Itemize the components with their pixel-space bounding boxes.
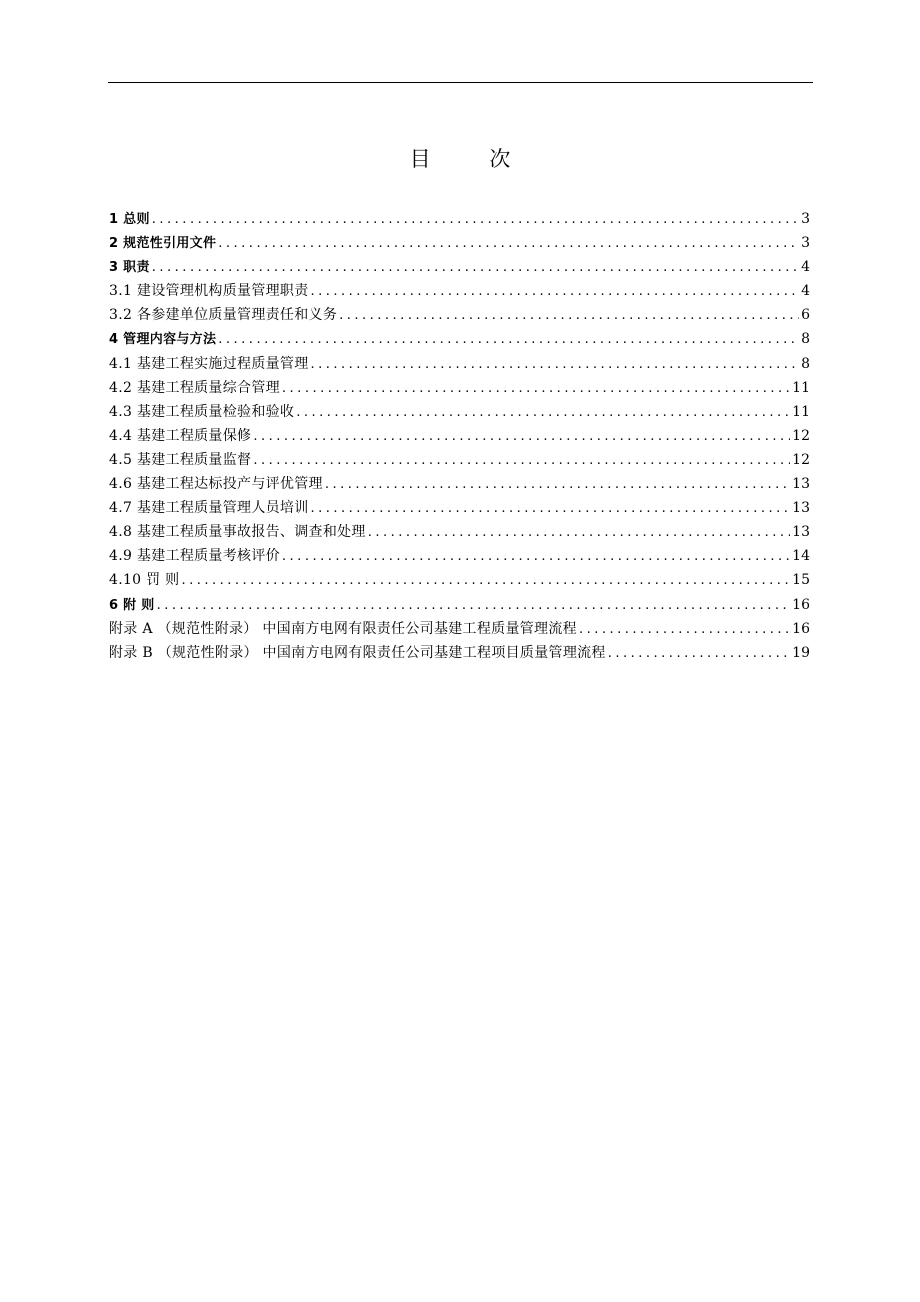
toc-entry-text: 4.10 罚 则 <box>109 572 180 589</box>
toc-entry-page: 6 <box>801 307 810 324</box>
header-rule <box>108 82 813 83</box>
toc-entry-page: 3 <box>801 211 810 227</box>
toc-entry-text: 4.9 基建工程质量考核评价 <box>109 548 280 565</box>
toc-entry[interactable] <box>109 520 810 544</box>
toc-entry-text: 3.1 建设管理机构质量管理职责 <box>109 283 309 300</box>
dot-leader <box>282 545 790 568</box>
toc-entry[interactable] <box>109 327 810 351</box>
toc-entry[interactable] <box>109 279 810 303</box>
toc-entry-page: 11 <box>792 403 810 420</box>
dot-leader <box>608 642 790 665</box>
toc-entry[interactable] <box>109 593 810 617</box>
toc-entry-text: 1 总则 <box>109 212 150 227</box>
toc-entry-page: 16 <box>792 620 810 637</box>
toc-entry[interactable] <box>109 376 810 400</box>
toc-entry[interactable] <box>109 617 810 641</box>
toc-entry-text: 附录 A （规范性附录） 中国南方电网有限责任公司基建工程质量管理流程 <box>109 620 577 637</box>
table-of-contents <box>109 207 810 665</box>
dot-leader <box>339 304 799 327</box>
dot-leader <box>311 353 800 376</box>
toc-entry-page: 13 <box>792 500 810 517</box>
dot-leader <box>311 280 800 303</box>
toc-entry[interactable] <box>109 641 810 665</box>
toc-entry[interactable] <box>109 568 810 592</box>
toc-entry-page: 15 <box>792 572 810 589</box>
toc-entry[interactable] <box>109 303 810 327</box>
toc-entry-text: 6 附 则 <box>109 597 155 613</box>
dot-leader <box>282 377 790 400</box>
toc-entry-page: 8 <box>801 331 810 348</box>
toc-entry-page: 13 <box>792 476 810 493</box>
toc-entry[interactable] <box>109 400 810 424</box>
toc-entry[interactable] <box>109 424 810 448</box>
toc-entry-page: 12 <box>792 451 810 468</box>
dot-leader <box>311 497 791 520</box>
toc-entry-page: 13 <box>792 524 810 541</box>
toc-entry-text: 4.4 基建工程质量保修 <box>109 427 252 444</box>
dot-leader <box>325 473 790 496</box>
toc-entry-page: 19 <box>792 644 810 661</box>
toc-entry-text: 4 管理内容与方法 <box>109 332 217 348</box>
dot-leader <box>368 521 790 544</box>
toc-entry[interactable] <box>109 448 810 472</box>
dot-leader <box>157 594 791 617</box>
toc-entry-text: 4.2 基建工程质量综合管理 <box>109 379 280 396</box>
toc-entry[interactable] <box>109 544 810 568</box>
dot-leader <box>181 569 790 592</box>
page-title: 目 次 <box>409 147 537 171</box>
toc-entry[interactable] <box>109 207 810 231</box>
toc-entry-text: 附录 B （规范性附录） 中国南方电网有限责任公司基建工程项目质量管理流程 <box>109 644 606 661</box>
toc-entry-page: 8 <box>801 355 810 372</box>
dot-leader <box>152 256 799 279</box>
toc-entry-page: 4 <box>801 283 810 300</box>
toc-entry-text: 4.3 基建工程质量检验和验收 <box>109 403 295 420</box>
toc-entry[interactable] <box>109 472 810 496</box>
toc-entry[interactable] <box>109 352 810 376</box>
toc-entry[interactable] <box>109 496 810 520</box>
dot-leader <box>253 425 790 448</box>
toc-entry-page: 16 <box>792 596 810 613</box>
dot-leader <box>152 208 799 231</box>
toc-entry-text: 2 规范性引用文件 <box>109 236 217 252</box>
toc-entry-text: 4.1 基建工程实施过程质量管理 <box>109 355 309 372</box>
toc-entry-text: 4.8 基建工程质量事故报告、调查和处理 <box>109 524 366 541</box>
toc-entry-page: 4 <box>801 259 810 276</box>
dot-leader <box>296 401 790 424</box>
dot-leader <box>253 449 790 472</box>
toc-entry-page: 3 <box>801 235 810 252</box>
dot-leader <box>579 618 790 641</box>
toc-entry-page: 14 <box>792 548 810 565</box>
toc-entry-text: 3 职责 <box>109 260 150 276</box>
toc-entry-page: 11 <box>792 379 810 396</box>
toc-entry-text: 4.7 基建工程质量管理人员培训 <box>109 500 309 517</box>
toc-entry-text: 3.2 各参建单位质量管理责任和义务 <box>109 307 338 324</box>
toc-entry-text: 4.6 基建工程达标投产与评优管理 <box>109 476 323 493</box>
dot-leader <box>218 328 799 351</box>
toc-entry-page: 12 <box>792 427 810 444</box>
toc-entry-text: 4.5 基建工程质量监督 <box>109 451 252 468</box>
dot-leader <box>218 232 799 255</box>
toc-entry[interactable] <box>109 231 810 255</box>
toc-entry[interactable] <box>109 255 810 279</box>
